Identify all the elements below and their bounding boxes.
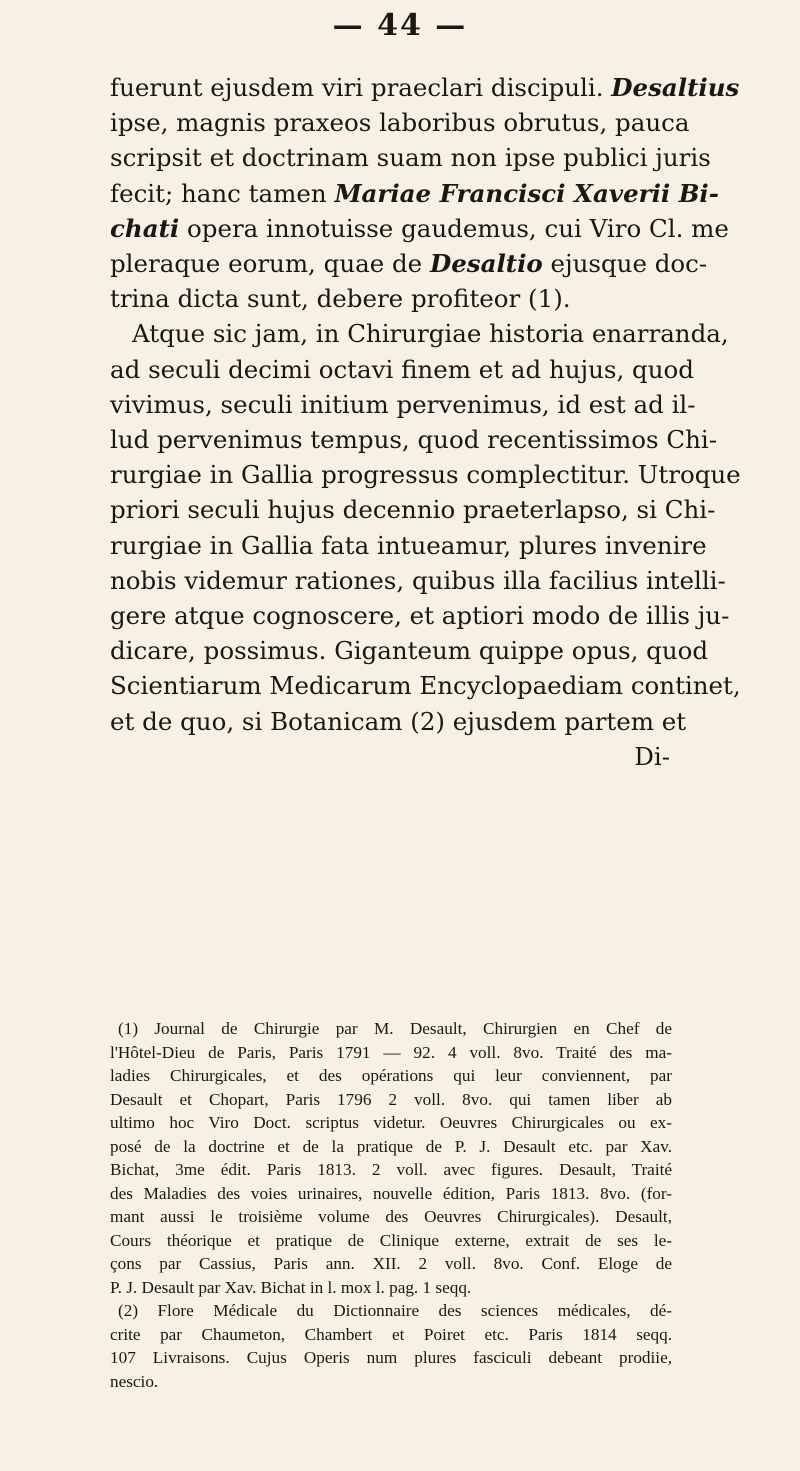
- footnotes-block: [110, 1017, 672, 1393]
- footnote-line: (2) Flore Médicale du Dictionnaire des sciences médicales, dé-: [118, 1301, 672, 1320]
- text-line: pleraque eorum, quae de Desaltio ejusque doc-: [110, 249, 708, 279]
- text-line: Atque sic jam, in Chirurgiae historia enarranda,: [132, 319, 729, 349]
- text-line: chati opera innotuisse gaudemus, cui Viro Cl. me: [110, 213, 729, 243]
- text-line: fuerunt ejusdem viri praeclari discipuli. Desaltius: [110, 73, 740, 102]
- text-line: ad seculi decimi octavi finem et ad hujus, quod: [110, 354, 694, 384]
- text-line: dicare, possimus. Giganteum quippe opus, quod: [110, 636, 709, 666]
- footnote-line: ultimo hoc Viro Doct. scriptus videtur. Oeuvres Chirurgicales ou ex-: [110, 1113, 672, 1132]
- footnote-line: 107 Livraisons. Cujus Operis num plures fasciculi debeant prodiie,: [110, 1348, 672, 1367]
- text-line: ipse, magnis praxeos laboribus obrutus, pauca: [110, 108, 690, 138]
- footnote-line: P. J. Desault par Xav. Bichat in l. mox l. pag. 1 seqq.: [110, 1277, 472, 1297]
- footnote-line: Cours théorique et pratique de Clinique externe, extrait de ses le-: [110, 1230, 672, 1250]
- footnote-line: ladies Chirurgicales, et des opérations qui leur conviennent, par: [110, 1066, 672, 1085]
- footnote-line: crite par Chaumeton, Chambert et Poiret etc. Paris 1814 seqq.: [110, 1324, 672, 1344]
- text-line: trina dicta sunt, debere profiteor (1).: [110, 284, 571, 314]
- footnote-line: Bichat, 3me édit. Paris 1813. 2 voll. avec figures. Desault, Traité: [110, 1160, 672, 1179]
- text-line: rurgiae in Gallia fata intueamur, plures invenire: [110, 530, 707, 560]
- footnote-line: (1) Journal de Chirurgie par M. Desault, Chirurgien en Chef de: [118, 1019, 672, 1038]
- text-line: fecit; hanc tamen Mariae Francisci Xaverii Bi-: [110, 178, 719, 208]
- text-line: priori seculi hujus decennio praeterlapso, si Chi-: [110, 495, 716, 525]
- footnote-line: l'Hôtel-Dieu de Paris, Paris 1791 — 92. 4 voll. 8vo. Traité des ma-: [110, 1042, 672, 1062]
- text-line: lud pervenimus tempus, quod recentissimos Chi-: [110, 425, 718, 455]
- footnote-line: nescio.: [110, 1371, 159, 1391]
- text-line: vivimus, seculi initium pervenimus, id est ad il-: [110, 389, 696, 419]
- footnote-line: Desault et Chopart, Paris 1796 2 voll. 8vo. qui tamen liber ab: [110, 1089, 672, 1109]
- text-line: nobis videmur rationes, quibus illa facilius intelli-: [110, 565, 726, 595]
- footnote-line: des Maladies des voies urinaires, nouvelle édition, Paris 1813. 8vo. (for-: [110, 1183, 672, 1203]
- text-line: Scientiarum Medicarum Encyclopaediam continet,: [110, 671, 741, 701]
- catchword: Di-: [634, 741, 670, 771]
- footnote-line: mant aussi le troisième volume des Oeuvres Chirurgicales). Desault,: [110, 1207, 672, 1226]
- text-line: scripsit et doctrinam suam non ipse publici juris: [110, 143, 711, 173]
- footnote-line: çons par Cassius, Paris ann. XII. 2 voll. 8vo. Conf. Eloge de: [110, 1254, 672, 1273]
- text-line: et de quo, si Botanicam (2) ejusdem partem et: [110, 706, 687, 736]
- text-line: gere atque cognoscere, et aptiori modo de illis ju-: [110, 601, 730, 631]
- page-number: — 44 —: [332, 8, 468, 43]
- main-text-block: [110, 70, 741, 774]
- footnote-line: posé de la doctrine et de la pratique de P. J. Desault etc. par Xav.: [110, 1136, 672, 1156]
- text-line: rurgiae in Gallia progressus complectitur. Utroque: [110, 460, 741, 490]
